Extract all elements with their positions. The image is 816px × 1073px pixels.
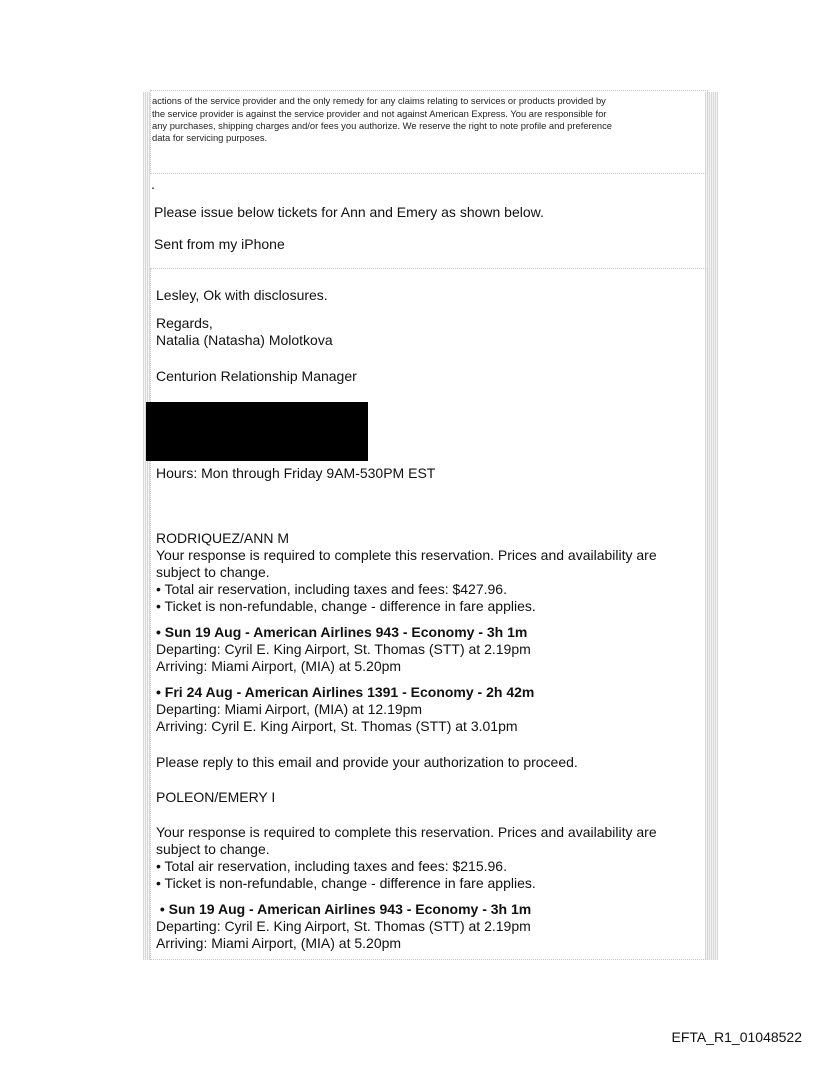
signer-name: Natalia (Natasha) Molotkova [156,332,333,348]
disclaimer-line: actions of the service provider and the only remedy for any claims relating to services or products provided by [152,95,606,106]
regards: Regards, [156,315,213,331]
notice: subject to change. [156,564,270,580]
flight-depart: Departing: Cyril E. King Airport, St. Thomas (STT) at 2.19pm [156,918,531,934]
sent-from: Sent from my iPhone [154,236,285,252]
flight-header: • Sun 19 Aug - American Airlines 943 - Economy - 3h 1m [156,624,528,640]
passenger-name: RODRIQUEZ/ANN M [156,530,289,546]
ticket-terms: • Ticket is non-refundable, change - difference in fare applies. [156,598,536,614]
notice: subject to change. [156,841,270,857]
flight-arrive: Arriving: Miami Airport, (MIA) at 5.20pm [156,658,402,674]
disclaimer-line: the service provider is against the service provider and not against American Express. You are responsible for [152,108,607,119]
request-text: Please issue below tickets for Ann and Emery as shown below. [154,204,544,220]
document-id: EFTA_R1_01048522 [671,1029,802,1045]
flight-header: • Sun 19 Aug - American Airlines 943 - Economy - 3h 1m [156,901,532,917]
flight-header: • Fri 24 Aug - American Airlines 1391 - Economy - 2h 42m [156,684,535,700]
passenger-name: POLEON/EMERY I [156,789,276,805]
flight-depart: Departing: Cyril E. King Airport, St. Thomas (STT) at 2.19pm [156,641,531,657]
total-price: • Total air reservation, including taxes and fees: $427.96. [156,581,507,597]
notice: Your response is required to complete this reservation. Prices and availability are [156,824,657,840]
disclaimer-line: any purchases, shipping charges and/or fees you authorize. We reserve the right to note profile and preference [152,120,612,131]
notice: Your response is required to complete this reservation. Prices and availability are [156,547,657,563]
greeting: Lesley, Ok with disclosures. [156,287,328,303]
total-price: • Total air reservation, including taxes and fees: $215.96. [156,858,507,874]
dot: . [151,176,155,192]
signer-title: Centurion Relationship Manager [156,368,357,384]
flight-arrive: Arriving: Miami Airport, (MIA) at 5.20pm [156,935,402,951]
flight-depart: Departing: Miami Airport, (MIA) at 12.19pm [156,701,423,717]
disclaimer-line: data for servicing purposes. [152,132,268,143]
ticket-terms: • Ticket is non-refundable, change - difference in fare applies. [156,875,536,891]
quote-bar-left [143,92,150,960]
hours: Hours: Mon through Friday 9AM-530PM EST [156,465,436,481]
flight-arrive: Arriving: Cyril E. King Airport, St. Thomas (STT) at 3.01pm [156,718,518,734]
authorization-request: Please reply to this email and provide your authorization to proceed. [156,754,578,770]
redaction-block [146,402,368,461]
